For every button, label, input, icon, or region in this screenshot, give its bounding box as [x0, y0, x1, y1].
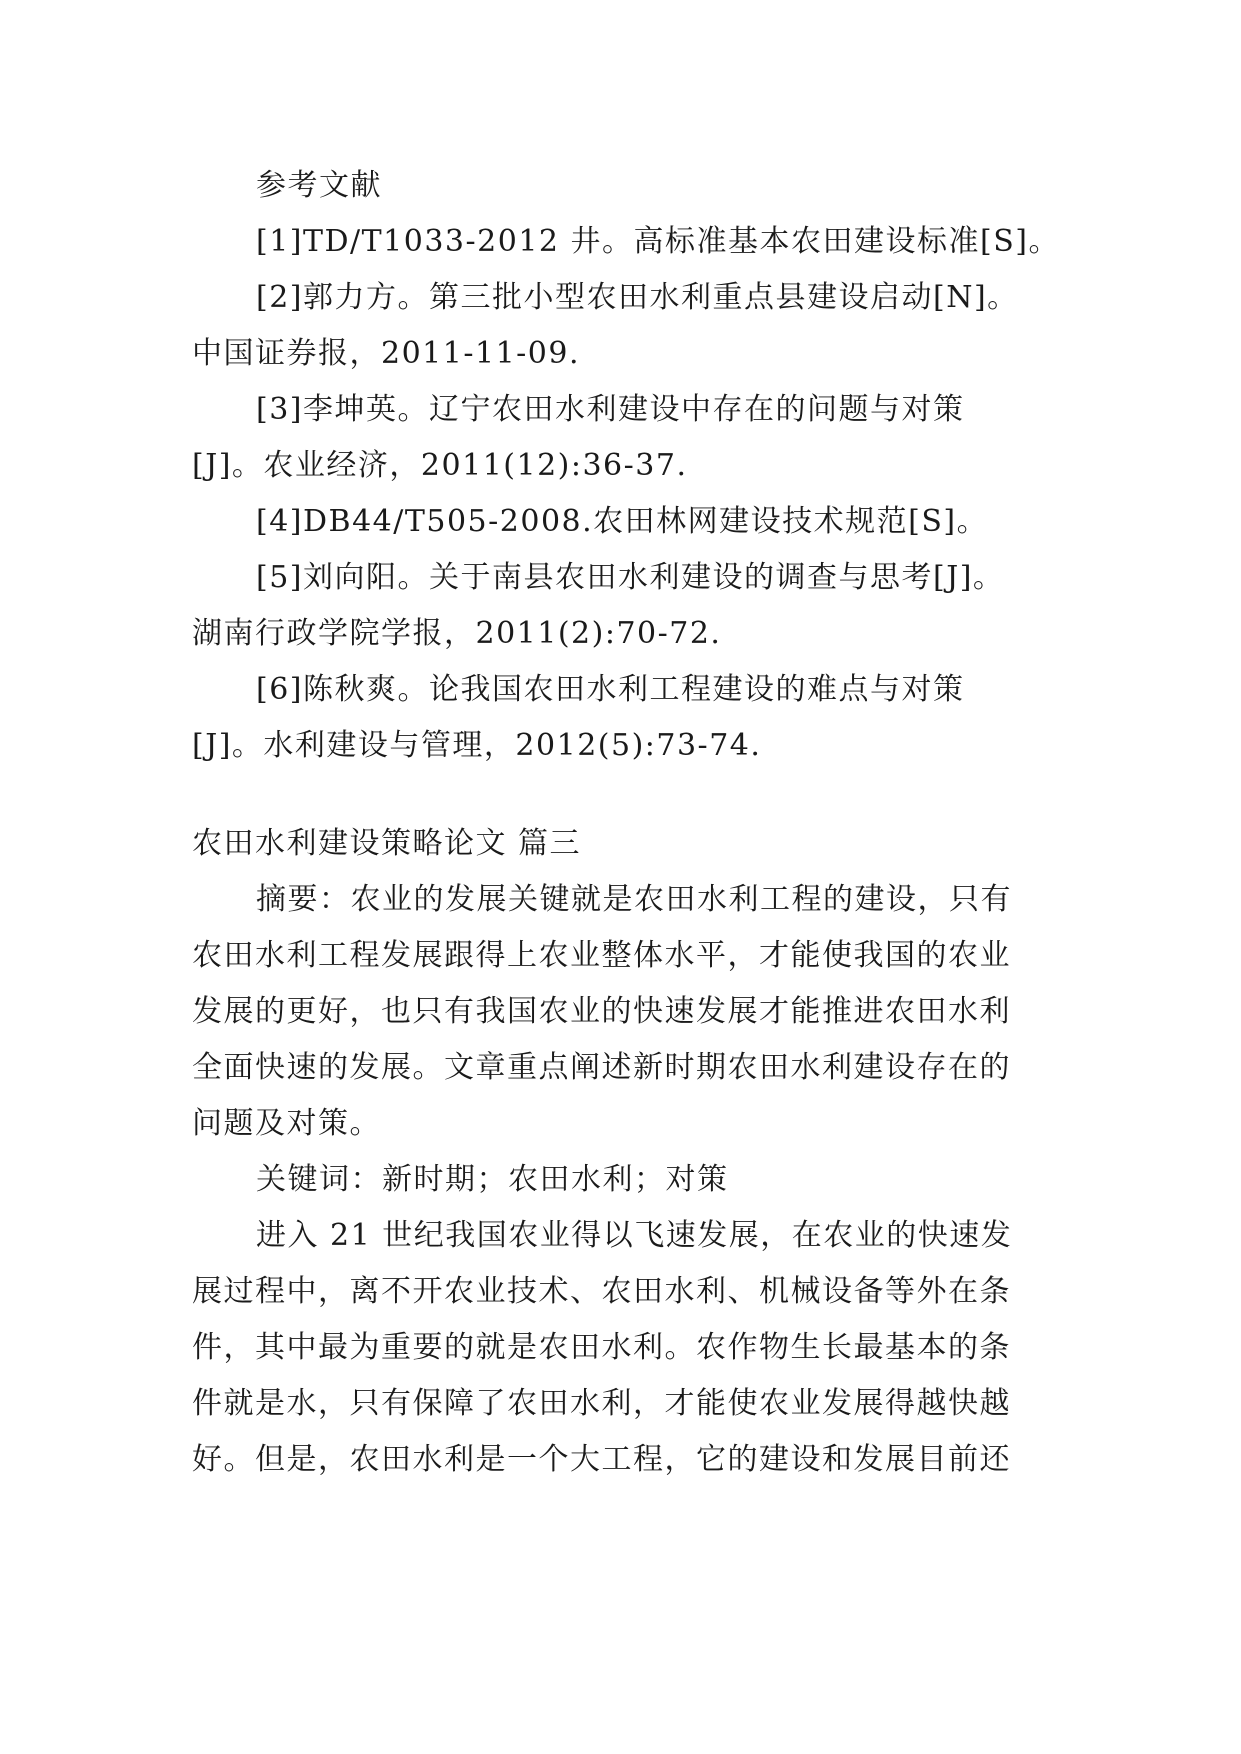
reference-line: [J]。水利建设与管理，2012(5):73-74. [192, 728, 762, 763]
abstract-line: 摘要：农业的发展关键就是农田水利工程的建设，只有 [256, 882, 1012, 917]
abstract-line: 全面快速的发展。文章重点阐述新时期农田水利建设存在的 [192, 1050, 1011, 1085]
references-heading: 参考文献 [256, 168, 382, 203]
reference-line: [1]TD/T1033-2012 井。高标准基本农田建设标准[S]。 [256, 224, 1061, 259]
reference-line: [5]刘向阳。关于南县农田水利建设的调查与思考[J]。 [256, 560, 1005, 595]
reference-line: [4]DB44/T505-2008.农田林网建设技术规范[S]。 [256, 504, 989, 539]
reference-line: [2]郭力方。第三批小型农田水利重点县建设启动[N]。 [256, 280, 1019, 315]
document-content [192, 158, 1061, 1488]
reference-line: 湖南行政学院学报，2011(2):70-72. [192, 616, 722, 651]
body-line: 件，其中最为重要的就是农田水利。农作物生长最基本的条 [192, 1330, 1011, 1365]
abstract-line: 发展的更好，也只有我国农业的快速发展才能推进农田水利 [192, 994, 1011, 1029]
reference-line: 中国证券报，2011-11-09. [192, 336, 581, 371]
body-line: 好。但是，农田水利是一个大工程，它的建设和发展目前还 [192, 1442, 1011, 1477]
body-line: 件就是水，只有保障了农田水利，才能使农业发展得越快越 [192, 1386, 1011, 1421]
reference-line: [6]陈秋爽。论我国农田水利工程建设的难点与对策 [256, 672, 965, 707]
abstract-line: 问题及对策。 [192, 1106, 381, 1141]
reference-line: [J]。农业经济，2011(12):36-37. [192, 448, 688, 483]
section-title: 农田水利建设策略论文 篇三 [192, 826, 582, 861]
keywords-line: 关键词：新时期；农田水利；对策 [256, 1162, 729, 1197]
body-line: 展过程中，离不开农业技术、农田水利、机械设备等外在条 [192, 1274, 1011, 1309]
abstract-line: 农田水利工程发展跟得上农业整体水平，才能使我国的农业 [192, 938, 1011, 973]
section-spacer [192, 774, 1048, 816]
reference-line: [3]李坤英。辽宁农田水利建设中存在的问题与对策 [256, 392, 965, 427]
body-line: 进入 21 世纪我国农业得以飞速发展，在农业的快速发 [256, 1218, 1013, 1253]
